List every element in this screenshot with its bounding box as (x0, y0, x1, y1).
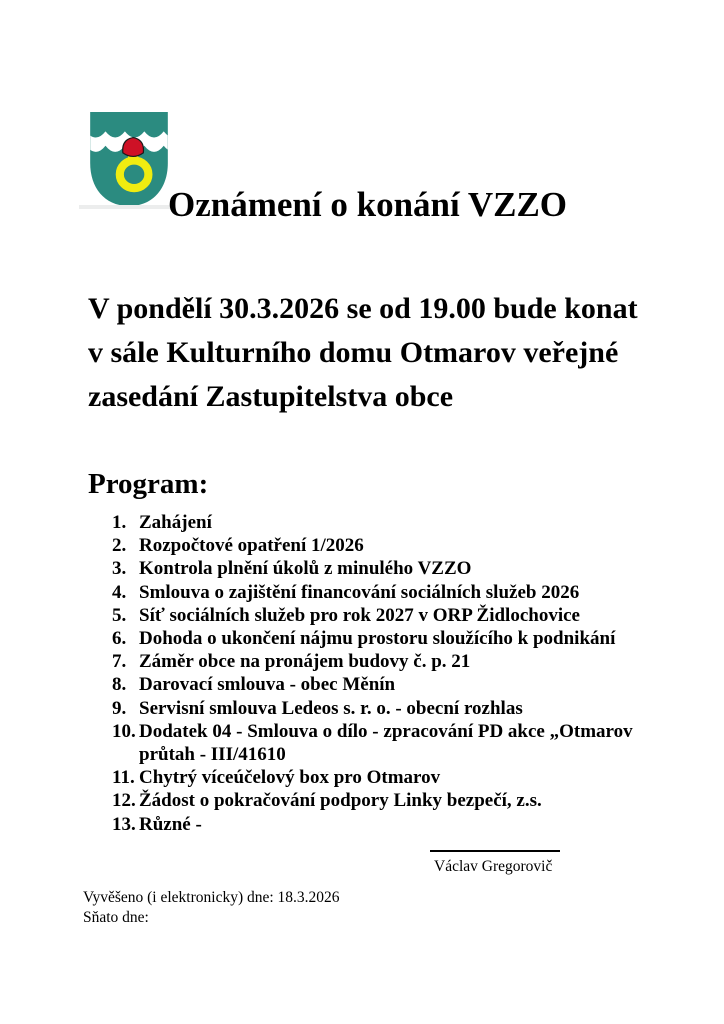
program-item-number: 4. (112, 581, 127, 603)
program-item-number: 1. (112, 512, 127, 533)
program-item-5 (112, 604, 633, 627)
signature-name: Václav Gregorovič (434, 858, 553, 875)
program-item-text: Záměr obce na pronájem budovy č. p. 21 (139, 651, 471, 673)
program-item-text: průtah - III/41610 (139, 744, 286, 766)
gem (123, 138, 144, 157)
program-item-number (112, 743, 139, 766)
program-list (112, 511, 633, 836)
program-item-13 (112, 813, 633, 836)
program-item-2 (112, 534, 633, 557)
program-item-1 (112, 511, 633, 534)
program-item-text: Žádost o pokračování podpory Linky bezpečí, z.s. (139, 790, 542, 812)
page-title: Oznámení o konání VZZO (168, 185, 568, 224)
scan-artifact-line (79, 205, 171, 209)
announcement-line: zasedání Zastupitelstva obce (88, 380, 454, 413)
program-item-12 (112, 789, 633, 812)
program-item-number: 6. (112, 628, 127, 650)
announcement-text (88, 287, 638, 419)
program-item-text: Darovací smlouva - obec Měnín (139, 674, 396, 696)
program-heading: Program: (88, 468, 209, 500)
posted-date-line: Vyvěšeno (i elektronicky) dne: 18.3.2026 (83, 889, 340, 906)
program-item-text: Chytrý víceúčelový box pro Otmarov (139, 767, 441, 789)
program-item-text: Dodatek 04 - Smlouva o dílo - zpracování PD akce „Otmarov (139, 720, 633, 742)
program-item-number: 10. (112, 720, 136, 742)
program-item-10-continued (112, 743, 633, 766)
program-item-number: 9. (112, 697, 127, 719)
program-item-number: 2. (112, 535, 127, 557)
program-item-text: Zahájení (139, 512, 212, 533)
program-item-number: 12. (112, 790, 136, 812)
program-item-11 (112, 766, 633, 789)
program-item-text: Servisní smlouva Ledeos s. r. o. - obecní rozhlas (139, 697, 523, 719)
program-item-number: 7. (112, 651, 127, 673)
otmarov-coat-of-arms-icon (90, 112, 168, 206)
program-item-6 (112, 627, 633, 650)
program-item-text: Kontrola plnění úkolů z minulého VZZO (139, 558, 472, 580)
posting-dates (83, 888, 340, 927)
program-item-3 (112, 557, 633, 580)
removed-date-line: Sňato dne: (83, 908, 149, 926)
program-item-10 (112, 720, 633, 743)
program-item-8 (112, 673, 633, 696)
announcement-line: v sále Kulturního domu Otmarov veřejné (88, 336, 619, 369)
program-item-text: Síť sociálních služeb pro rok 2027 v ORP Židlochovice (139, 604, 580, 626)
program-item-7 (112, 650, 633, 673)
announcement-line: V pondělí 30.3.2026 se od 19.00 bude konat (88, 292, 638, 325)
program-item-number: 13. (112, 813, 136, 835)
program-item-number: 8. (112, 674, 127, 696)
program-item-text: Smlouva o zajištění financování sociálních služeb 2026 (139, 581, 580, 603)
program-item-text: Dohoda o ukončení nájmu prostoru sloužícího k podnikání (139, 628, 616, 650)
program-item-number: 3. (112, 558, 127, 580)
program-item-9 (112, 697, 633, 720)
signature-line (430, 850, 560, 852)
program-item-number: 11. (112, 767, 135, 789)
program-item-text: Různé - (139, 813, 202, 835)
program-item-number: 5. (112, 604, 127, 626)
program-item-text: Rozpočtové opatření 1/2026 (139, 535, 364, 557)
program-item-4 (112, 581, 633, 604)
